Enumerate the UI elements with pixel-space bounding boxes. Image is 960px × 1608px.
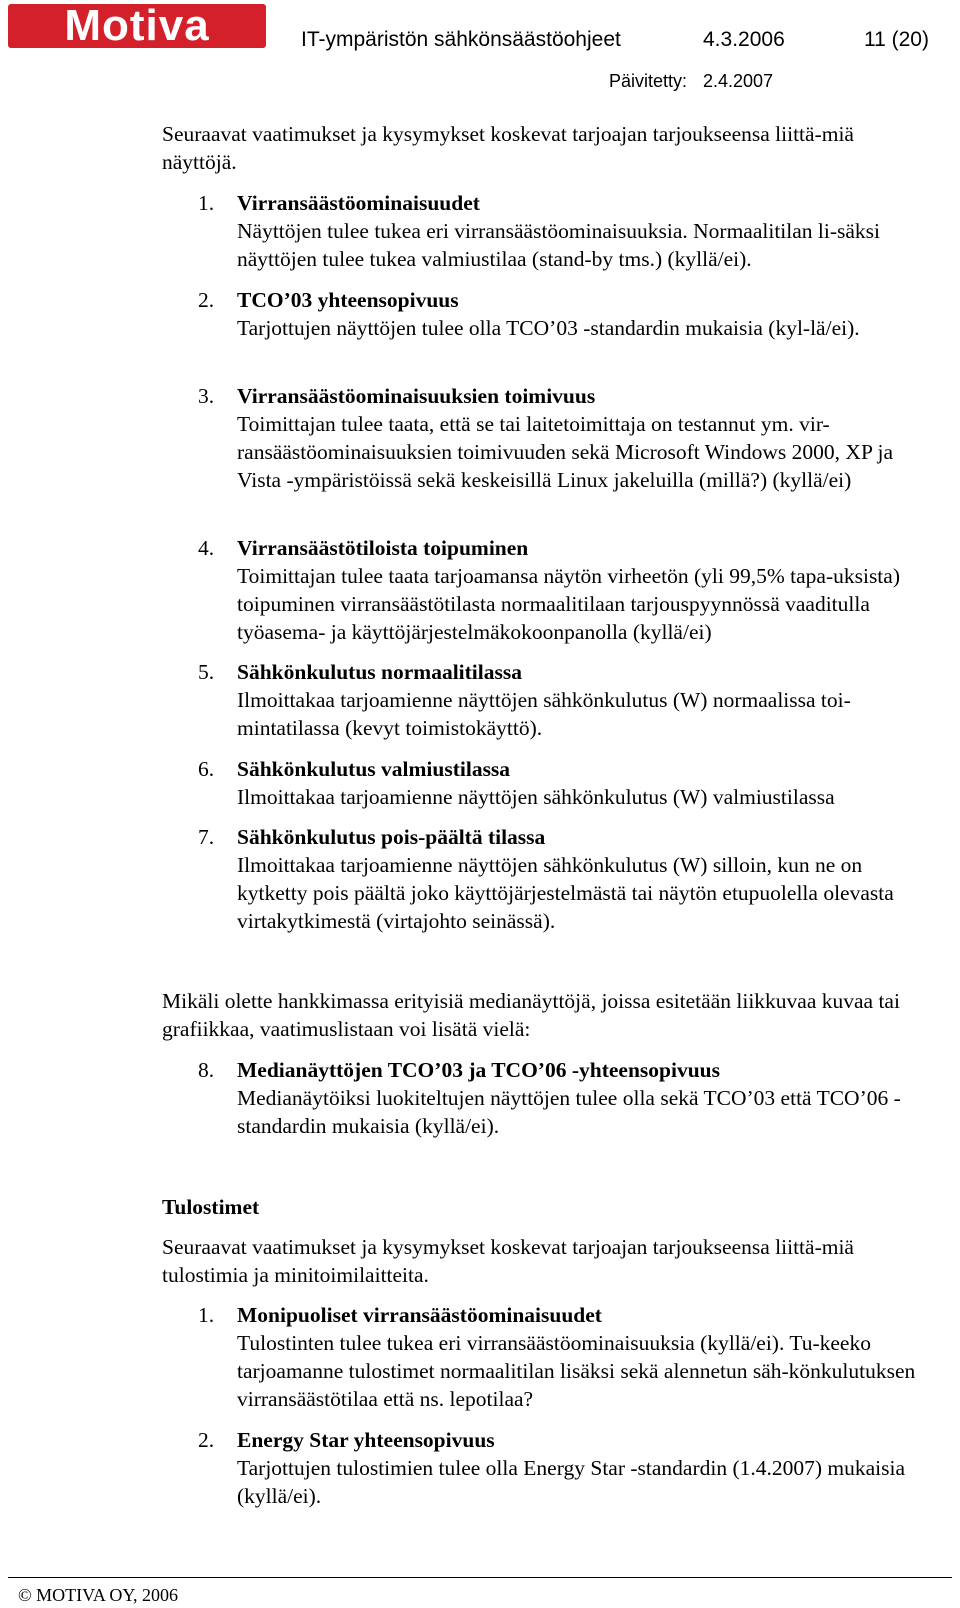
list-item: [237, 1426, 937, 1510]
motiva-logo: Motiva: [8, 4, 266, 48]
footer-copyright: © MOTIVA OY, 2006: [18, 1585, 179, 1605]
list-item: [237, 658, 937, 742]
item-title: Virransäästöominaisuuksien toimivuus: [237, 384, 596, 408]
item-number: 2.: [198, 1428, 215, 1452]
item-title: Monipuoliset virransäästöominaisuudet: [237, 1303, 602, 1327]
doc-title: IT-ympäristön sähkönsäästöohjeet: [301, 28, 621, 51]
item-number: 7.: [198, 825, 215, 849]
list-item: [237, 534, 937, 646]
item-number: 3.: [198, 384, 215, 408]
doc-date: 4.3.2006: [703, 28, 785, 51]
list-item: [237, 286, 937, 342]
list-item: [237, 823, 937, 935]
item-text: Toimittajan tulee taata tarjoamansa näytön virheetön (yli 99,5% tapa-uksista) toipuminen virransäästötilasta normaalitilaan tarjouspyynnössä vaaditulla työasema- ja käyttöjärjestelmäkokoonpanolla (kyllä/ei): [237, 564, 900, 644]
item-number: 8.: [198, 1058, 215, 1082]
item-title: Virransäästöominaisuudet: [237, 191, 480, 215]
item-text: Ilmoittakaa tarjoamienne näyttöjen sähkönkulutus (W) silloin, kun ne on kytketty pois päältä joko käyttöjärjestelmästä tai näytön etupuolella olevasta virtakytkimestä (virtajohto seinässä).: [237, 853, 894, 933]
item-title: Sähkönkulutus normaalitilassa: [237, 660, 522, 684]
item-number: 2.: [198, 288, 215, 312]
item-title: Medianäyttöjen TCO’03 ja TCO’06 -yhteensopivuus: [237, 1058, 720, 1082]
item-title: TCO’03 yhteensopivuus: [237, 288, 459, 312]
list-item: [237, 189, 937, 273]
printers-intro: Seuraavat vaatimukset ja kysymykset koskevat tarjoajan tarjoukseensa liittä-miä tulostimia ja minitoimilaitteita.: [162, 1235, 854, 1287]
item-text: Medianäytöiksi luokiteltujen näyttöjen tulee olla sekä TCO’03 että TCO’06 -standardin mukaisia (kyllä/ei).: [237, 1086, 901, 1138]
item-number: 4.: [198, 536, 215, 560]
item-text: Toimittajan tulee taata, että se tai laitetoimittaja on testannut ym. vir-ransäästöominaisuuksien toimivuuden sekä Microsoft Windows 2000, XP ja Vista -ympäristöissä sekä keskeisillä Linux jakeluilla (millä?) (kyllä/ei): [237, 412, 894, 492]
item-title: Sähkönkulutus pois-päältä tilassa: [237, 825, 546, 849]
updated-date: 2.4.2007: [703, 71, 774, 91]
list-item: [237, 1056, 937, 1140]
item-text: Näyttöjen tulee tukea eri virransäästöominaisuuksia. Normaalitilan li-säksi näyttöjen tulee tukea valmiustilaa (stand-by tms.) (kyllä/ei).: [237, 219, 881, 271]
page-number: 11 (20): [864, 28, 929, 51]
list-item: [237, 1301, 937, 1413]
updated-label: Päivitetty:: [609, 71, 688, 91]
item-text: Ilmoittakaa tarjoamienne näyttöjen sähkönkulutus (W) normaalissa toi-mintatilassa (kevyt toimistokäyttö).: [237, 688, 851, 740]
item-number: 1.: [198, 1303, 215, 1327]
list-item: [237, 382, 937, 494]
item-number: 6.: [198, 757, 215, 781]
item-text: Tarjottujen näyttöjen tulee olla TCO’03 -standardin mukaisia (kyl-lä/ei).: [237, 316, 860, 340]
media-intro: Mikäli olette hankkimassa erityisiä medianäyttöjä, joissa esitetään liikkuvaa kuvaa tai grafiikkaa, vaatimuslistaan voi lisätä vielä:: [162, 989, 900, 1041]
item-number: 5.: [198, 660, 215, 684]
section-heading: Tulostimet: [162, 1195, 260, 1219]
item-title: Energy Star yhteensopivuus: [237, 1428, 495, 1452]
item-number: 1.: [198, 191, 215, 215]
displays-intro: Seuraavat vaatimukset ja kysymykset koskevat tarjoajan tarjoukseensa liittä-miä näyttöjä.: [162, 122, 854, 174]
list-item: [237, 755, 937, 811]
item-title: Sähkönkulutus valmiustilassa: [237, 757, 511, 781]
item-text: Ilmoittakaa tarjoamienne näyttöjen sähkönkulutus (W) valmiustilassa: [237, 785, 835, 809]
item-text: Tarjottujen tulostimien tulee olla Energy Star -standardin (1.4.2007) mukaisia (kyllä/ei).: [237, 1456, 906, 1508]
item-text: Tulostinten tulee tukea eri virransäästöominaisuuksia (kyllä/ei). Tu-keeko tarjoamanne tulostimet normaalitilan lisäksi sekä alennetun säh-könkulutuksen virransäästötilaa että ns. lepotilaa?: [237, 1331, 916, 1411]
item-title: Virransäästötiloista toipuminen: [237, 536, 529, 560]
footer-divider: [8, 1577, 952, 1578]
